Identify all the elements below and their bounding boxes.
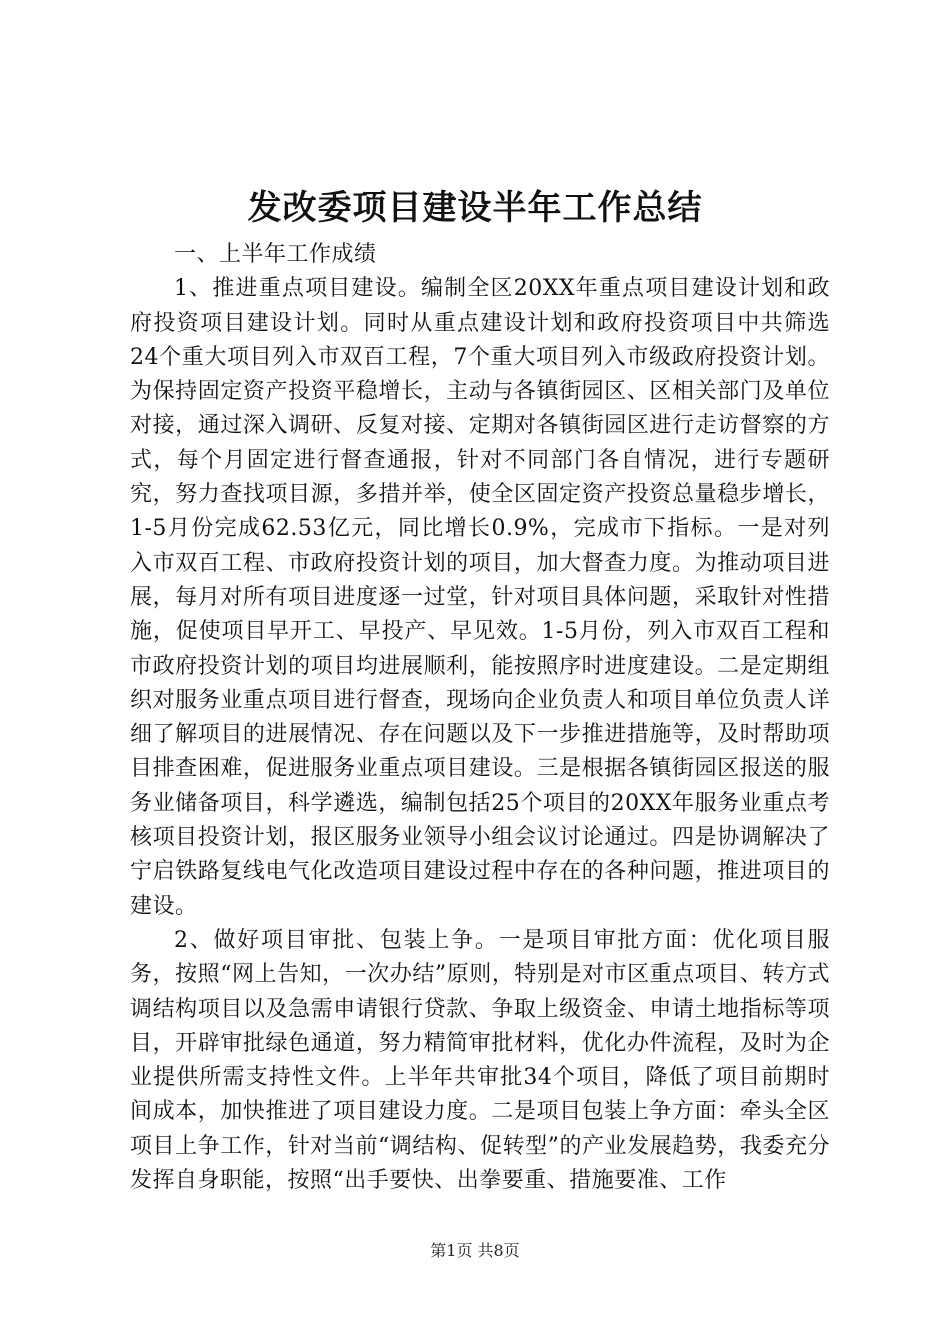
section-heading: 一、上半年工作成绩 <box>174 242 377 267</box>
paragraph-project-construction: 1、推进重点项目建设。编制全区20XX年重点项目建设计划和政府投资项目建设计划。同时从重点建设计划和政府投资项目中共筛选24个重大项目列入市双百工程，7个重大项目列入市级政府投资计划。为保持固定资产投资平稳增长，主动与各镇街园区、区相关部门及单位对接，通过深入调研、反复对接、定期对各镇街园区进行走访督察的方式，每个月固定进行督查通报，针对不同部门各自情况，进行专题研究，努力查找项目源，多措并举，使全区固定资产投资总量稳步增长，1-5月份完成62.53亿元，同比增长0.9%，完成市下指标。一是对列入市双百工程、市政府投资计划的项目，加大督查力度。为推动项目进展，每月对所有项目进度逐一过堂，针对项目具体问题，采取针对性措施，促使项目早开工、早投产、早见效。1-5月份，列入市双百工程和市政府投资计划的项目均进展顺利，能按照序时进度建设。二是定期组织对服务业重点项目进行督查，现场向企业负责人和项目单位负责人详细了解项目的进展情况、存在问题以及下一步推进措施等，及时帮助项目排查困难，促进服务业重点项目建设。三是根据各镇街园区报送的服务业储备项目，科学遴选，编制包括25个项目的20XX年服务业重点考核项目投资计划，报区服务业领导小组会议讨论通过。四是协调解决了宁启铁路复线电气化改造项目建设过程中存在的各种问题，推进项目的建设。 <box>130 276 830 919</box>
document-body <box>130 238 830 1198</box>
page-footer: 第1页 共8页 <box>430 1241 520 1260</box>
document-title: 发改委项目建设半年工作总结 <box>247 188 703 228</box>
paragraph-project-approval: 2、做好项目审批、包装上争。一是项目审批方面：优化项目服务，按照“网上告知，一次办结”原则，特别是对市区重点项目、转方式调结构项目以及急需申请银行贷款、争取上级资金、申请土地指标等项目，开辟审批绿色通道，努力精简审批材料，优化办件流程，及时为企业提供所需支持性文件。上半年共审批34个项目，降低了项目前期时间成本，加快推进了项目建设力度。二是项目包装上争方面：牵头全区项目上争工作，针对当前“调结构、促转型”的产业发展趋势，我委充分发挥自身职能，按照“出手要快、出拳要重、措施要准、工作 <box>130 927 830 1194</box>
